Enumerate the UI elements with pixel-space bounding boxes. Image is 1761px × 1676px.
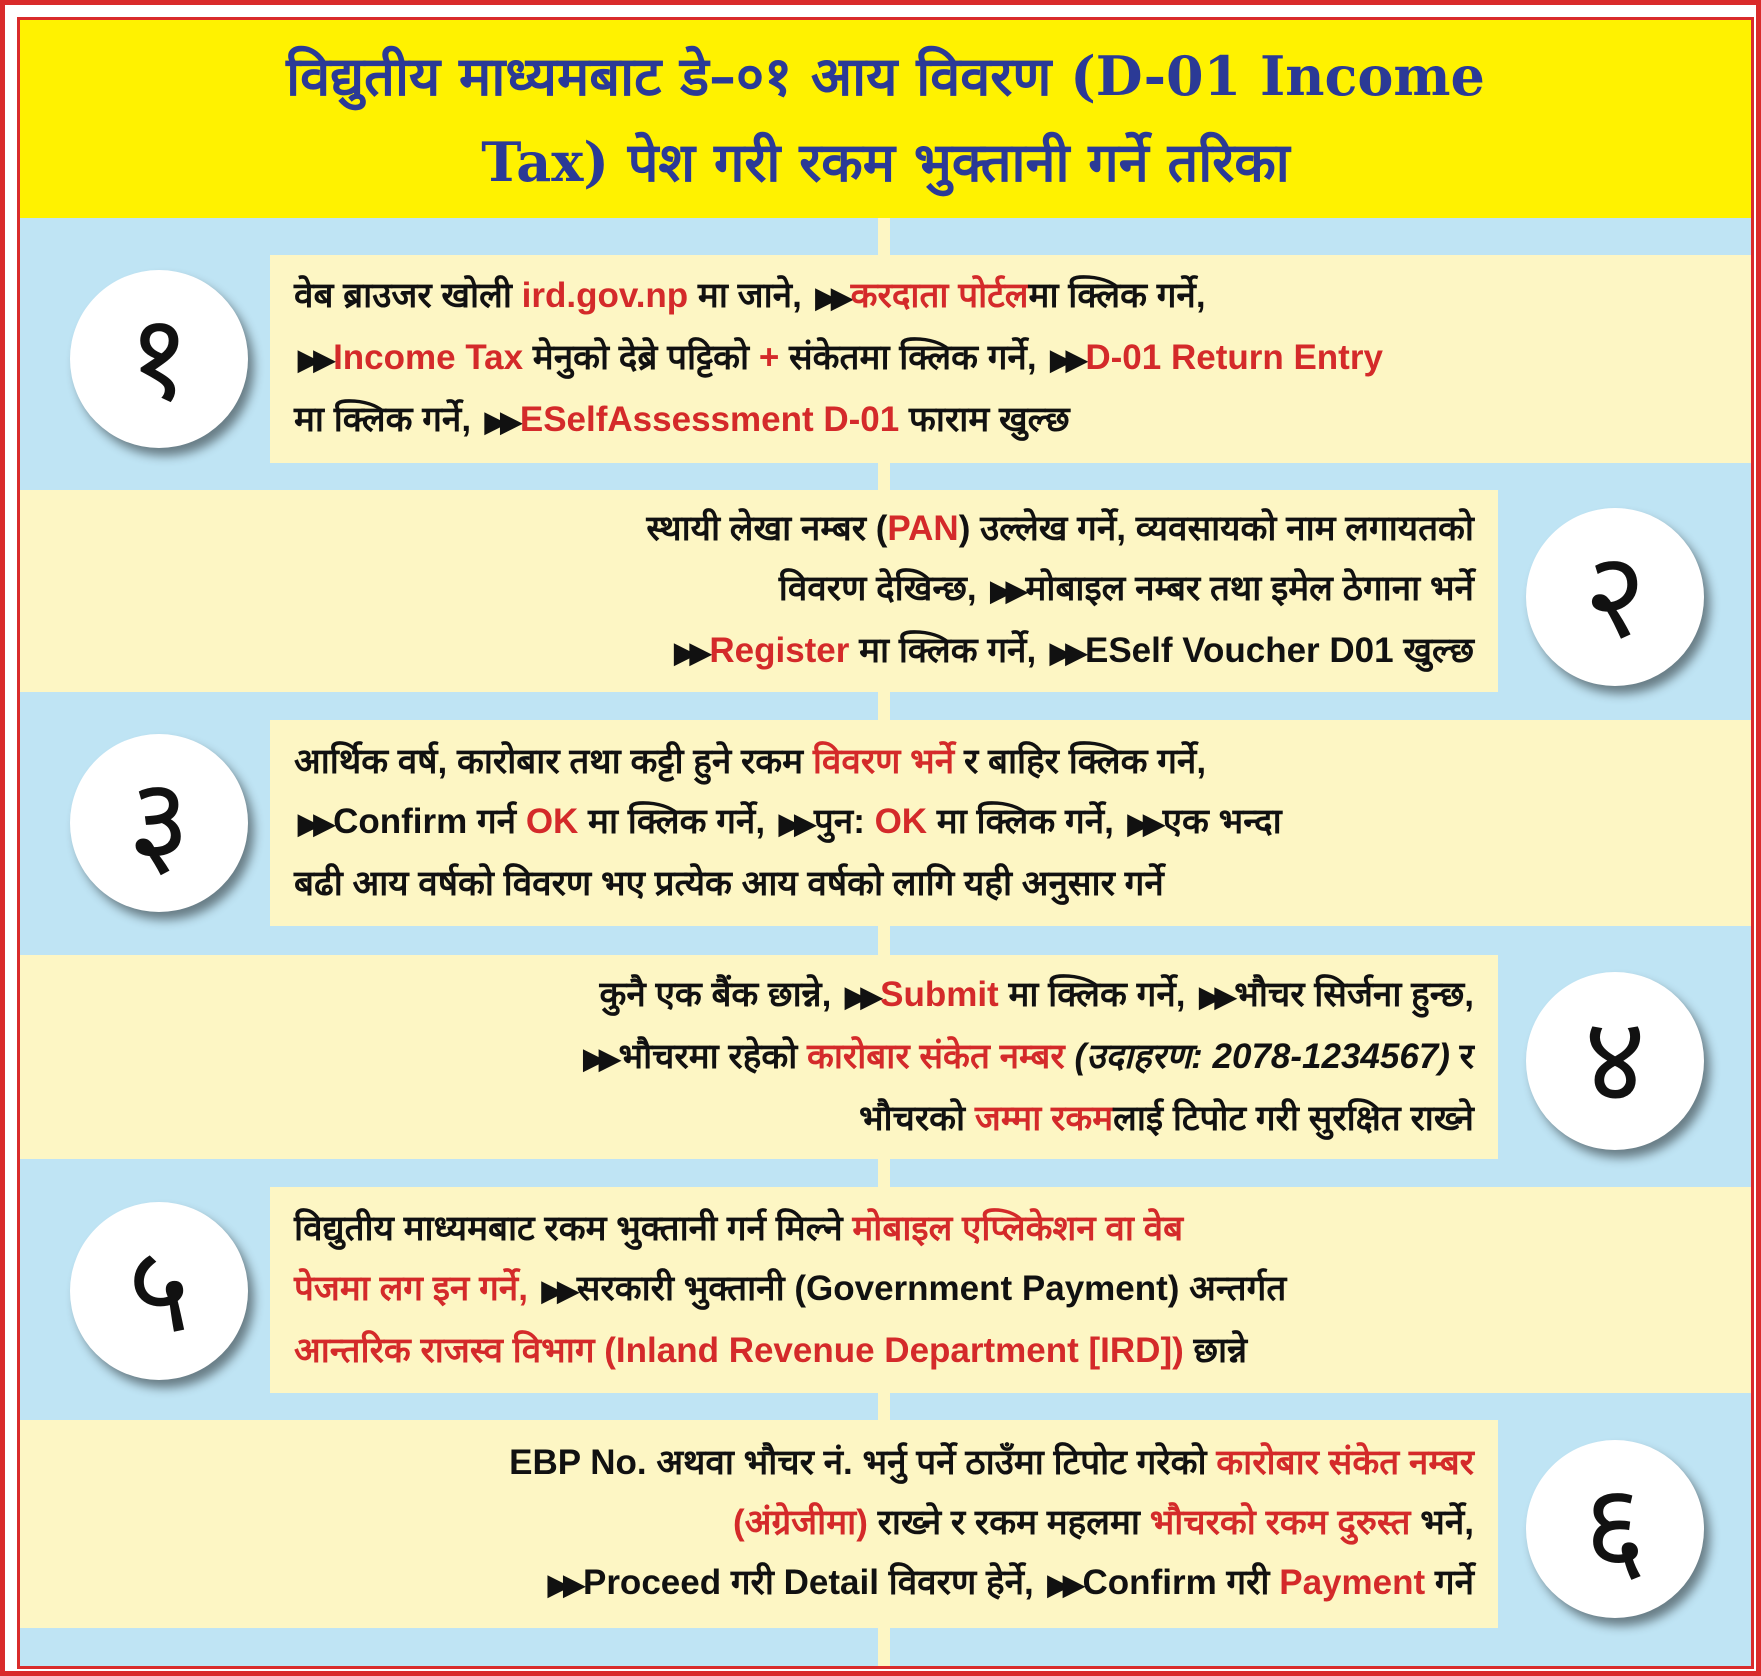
step-5-panel — [270, 1187, 1754, 1393]
step-3-line-2 — [294, 792, 1733, 854]
double-arrow-icon: ▶▶ — [583, 1043, 615, 1074]
step-6-number-badge — [1526, 1440, 1704, 1618]
step-1-text: मेनुको देब्रे पट्टिको — [523, 338, 759, 377]
step-6-text: गर्ने — [1425, 1563, 1474, 1602]
income-tax-label: Income Tax — [333, 338, 524, 377]
submit-label: Submit — [880, 975, 999, 1014]
step-3-text: Confirm गर्न — [333, 802, 526, 841]
plus-icon: + — [758, 338, 780, 377]
fill-details-label: विवरण भर्ने — [812, 742, 955, 781]
payment-label: Payment — [1279, 1563, 1426, 1602]
step-6-line-1 — [44, 1433, 1474, 1493]
step-1-text: मा जाने, — [688, 276, 812, 315]
double-arrow-icon: ▶▶ — [778, 808, 810, 839]
website-link[interactable]: ird.gov.np — [521, 276, 689, 315]
step-5-number: ५ — [127, 1221, 191, 1360]
double-arrow-icon: ▶▶ — [1050, 344, 1082, 375]
step-2-line-2 — [44, 559, 1474, 621]
eselfassessment-label: ESelfAssessment D-01 — [519, 400, 900, 439]
step-6-line-2 — [44, 1493, 1474, 1553]
step-1-text: संकेतमा क्लिक गर्ने, — [779, 338, 1047, 377]
step-4-text: र — [1449, 1037, 1474, 1076]
step-4-line-1 — [44, 965, 1474, 1027]
step-6-text: भर्ने, — [1410, 1503, 1474, 1542]
step-6-text: Proceed गरी Detail विवरण हेर्ने, — [582, 1563, 1044, 1602]
step-3-text: मा क्लिक गर्ने, — [578, 802, 775, 841]
poster-inner — [17, 17, 1754, 1669]
step-4-text: कुनै एक बैंक छान्ने, — [599, 975, 842, 1014]
step-4-line-3 — [44, 1089, 1474, 1149]
step-5-text: सरकारी भुक्तानी (Government Payment) अन्तर्गत — [576, 1269, 1287, 1308]
step-1-line-1 — [294, 266, 1733, 328]
double-arrow-icon: ▶▶ — [990, 575, 1022, 606]
ok-label: OK — [525, 802, 579, 841]
step-3-text: आर्थिक वर्ष, कारोबार तथा कट्टी हुने रकम — [294, 742, 813, 781]
double-arrow-icon: ▶▶ — [1049, 637, 1081, 668]
step-1-text: मा क्लिक गर्ने, — [294, 400, 481, 439]
step-1-text: फाराम खुल्छ — [899, 400, 1070, 439]
title-line-1: विद्युतीय माध्यमबाट डे–०१ आय विवरण (D-01 Income — [286, 44, 1485, 108]
step-6-panel — [20, 1420, 1498, 1628]
double-arrow-icon: ▶▶ — [547, 1569, 579, 1600]
step-3-line-1 — [294, 732, 1733, 792]
step-3-panel — [270, 720, 1754, 926]
step-3-text: पुन: — [813, 802, 875, 841]
login-label: पेजमा लग इन गर्ने, — [294, 1269, 528, 1308]
step-2-text: ) उल्लेख गर्ने, व्यवसायको नाम लगायतको — [958, 509, 1474, 548]
step-1-number: १ — [127, 289, 191, 428]
step-4-text: भौचर सिर्जना हुन्छ, — [1234, 975, 1474, 1014]
spacer — [528, 1269, 538, 1308]
step-2-text: मोबाइल नम्बर तथा इमेल ठेगाना भर्ने — [1025, 569, 1474, 608]
step-2-line-1 — [44, 499, 1474, 559]
step-3-text: र बाहिर क्लिक गर्ने, — [954, 742, 1207, 781]
step-1-line-3 — [294, 390, 1733, 452]
title-line-2: Tax) पेश गरी रकम भुक्तानी गर्ने तरिका — [481, 130, 1290, 194]
double-arrow-icon: ▶▶ — [845, 981, 877, 1012]
ok-label: OK — [874, 802, 928, 841]
register-label: Register — [709, 631, 850, 670]
step-4-text: भौचरमा रहेको — [618, 1037, 807, 1076]
step-3-line-3 — [294, 854, 1733, 914]
step-1-text: मा क्लिक गर्ने, — [1028, 276, 1206, 315]
step-2-line-3 — [44, 621, 1474, 683]
step-1-number-badge — [70, 270, 248, 448]
step-6-text: EBP No. अथवा भौचर नं. भर्नु पर्ने ठाउँमा टिपोट गरेको — [509, 1443, 1217, 1482]
step-1-line-2 — [294, 328, 1733, 390]
step-1-panel — [270, 255, 1754, 463]
step-5-line-3 — [294, 1321, 1733, 1381]
double-arrow-icon: ▶▶ — [298, 808, 330, 839]
step-2-number-badge — [1526, 508, 1704, 686]
step-6-text: Confirm गरी — [1082, 1563, 1280, 1602]
step-5-text: विद्युतीय माध्यमबाट रकम भुक्तानी गर्न मिल्ने — [294, 1209, 853, 1248]
step-3-text: बढी आय वर्षको विवरण भए प्रत्येक आय वर्षको लागि यही अनुसार गर्ने — [294, 864, 1164, 903]
step-2-text: स्थायी लेखा नम्बर ( — [646, 509, 888, 548]
step-3-number: ३ — [127, 753, 191, 892]
double-arrow-icon: ▶▶ — [541, 1275, 573, 1306]
step-5-line-2 — [294, 1259, 1733, 1321]
transaction-code-label: कारोबार संकेत नम्बर — [1216, 1443, 1474, 1482]
step-1-text: वेब ब्राउजर खोली — [294, 276, 522, 315]
step-6-line-3 — [44, 1553, 1474, 1615]
voucher-amount-label: भौचरको रकम दुरुस्त — [1149, 1503, 1411, 1542]
step-2-text: ESelf Voucher D01 खुल्छ — [1084, 631, 1474, 670]
step-4-number: ४ — [1583, 991, 1647, 1130]
taxpayer-portal-label: करदाता पोर्टल — [850, 276, 1029, 315]
transaction-code-label: कारोबार संकेत नम्बर — [806, 1037, 1065, 1076]
in-english-label: (अंग्रेजीमा) — [733, 1503, 868, 1542]
title-banner — [20, 20, 1751, 218]
return-entry-label: D-01 Return Entry — [1085, 338, 1383, 377]
mobile-app-label: मोबाइल एप्लिकेशन वा वेब — [852, 1209, 1184, 1248]
ird-label: आन्तरिक राजस्व विभाग (Inland Revenue Department [IRD]) — [294, 1331, 1184, 1370]
step-6-text: राख्ने र रकम महलमा — [867, 1503, 1150, 1542]
step-4-text: लाई टिपोट गरी सुरक्षित राख्ने — [1113, 1099, 1474, 1138]
double-arrow-icon: ▶▶ — [1047, 1569, 1079, 1600]
step-5-text: छान्ने — [1183, 1331, 1248, 1370]
step-3-text: मा क्लिक गर्ने, — [927, 802, 1124, 841]
double-arrow-icon: ▶▶ — [1127, 808, 1159, 839]
step-2-number: २ — [1583, 527, 1647, 666]
step-3-number-badge — [70, 734, 248, 912]
step-4-panel — [20, 955, 1498, 1159]
pan-label: PAN — [887, 509, 959, 548]
step-6-number: ६ — [1583, 1459, 1647, 1598]
step-4-text: भौचरको — [858, 1099, 975, 1138]
double-arrow-icon: ▶▶ — [298, 344, 330, 375]
double-arrow-icon: ▶▶ — [1199, 981, 1231, 1012]
step-4-text: मा क्लिक गर्ने, — [998, 975, 1196, 1014]
total-amount-label: जम्मा रकम — [974, 1099, 1114, 1138]
double-arrow-icon: ▶▶ — [815, 282, 847, 313]
step-2-panel — [20, 490, 1498, 692]
step-5-line-1 — [294, 1199, 1733, 1259]
double-arrow-icon: ▶▶ — [484, 406, 516, 437]
step-4-line-2 — [44, 1027, 1474, 1089]
step-3-text: एक भन्दा — [1162, 802, 1282, 841]
step-2-text: मा क्लिक गर्ने, — [849, 631, 1046, 670]
example-code: (उदाहरण: 2078-1234567) — [1064, 1037, 1450, 1076]
step-5-number-badge — [70, 1202, 248, 1380]
double-arrow-icon: ▶▶ — [674, 637, 706, 668]
step-4-number-badge — [1526, 972, 1704, 1150]
step-2-text: विवरण देखिन्छ, — [778, 569, 987, 608]
